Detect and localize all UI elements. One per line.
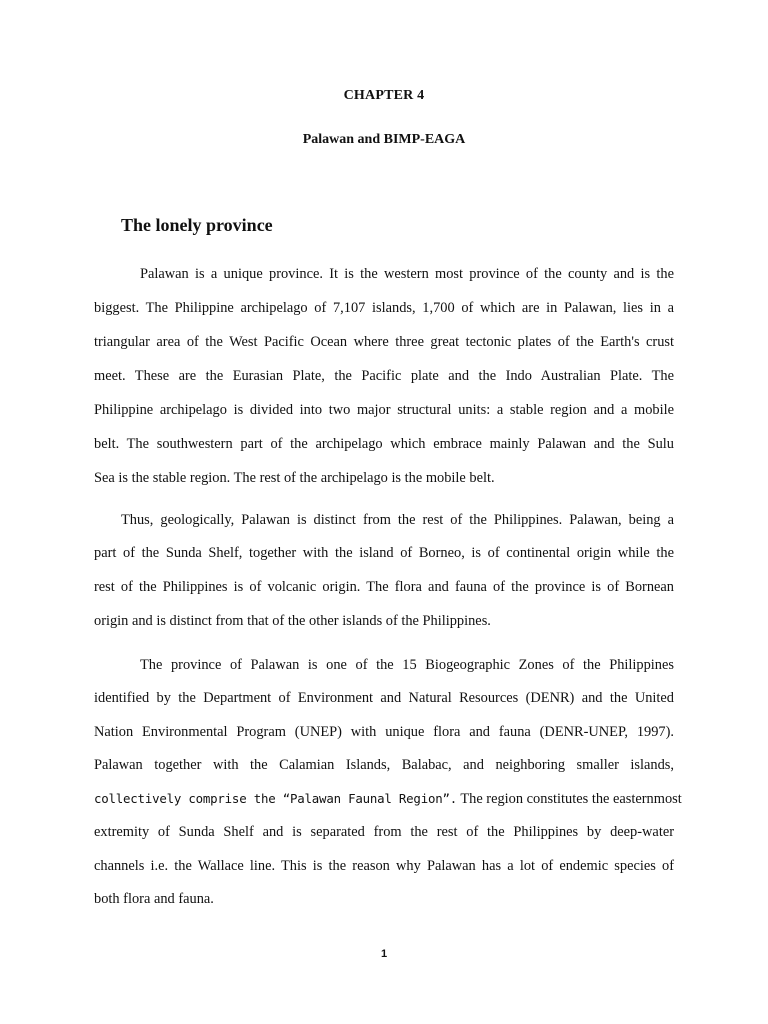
paragraph-2-line: rest of the Philippines is of volcanic origin. The flora and fauna of the province is of Bornean	[94, 579, 674, 595]
chapter-title: CHAPTER 4	[343, 88, 425, 103]
paragraph-1-line: Philippine archipelago is divided into two major structural units: a stable region and a mobile	[94, 402, 674, 418]
paragraph-3-line: extremity of Sunda Shelf and is separated from the rest of the Philippines by deep-water	[94, 824, 674, 840]
paragraph-3-line: identified by the Department of Environment and Natural Resources (DENR) and the United	[94, 690, 674, 706]
paragraph-3-line: both flora and fauna.	[94, 891, 214, 907]
chapter-subtitle: Palawan and BIMP-EAGA	[302, 132, 466, 147]
paragraph-1-line: triangular area of the West Pacific Ocean where three great tectonic plates of the Earth's crust	[94, 334, 674, 350]
paragraph-3-line: Nation Environmental Program (UNEP) with unique flora and fauna (DENR-UNEP, 1997).	[94, 724, 674, 740]
palawan-faunal-region-phrase: collectively comprise the “Palawan Faunal Region”.	[94, 791, 457, 806]
paragraph-1-line: Sea is the stable region. The rest of the archipelago is the mobile belt.	[94, 470, 495, 486]
paragraph-3-line	[94, 790, 682, 808]
paragraph-3-line: channels i.e. the Wallace line. This is the reason why Palawan has a lot of endemic species of	[94, 858, 674, 874]
paragraph-1-line: meet. These are the Eurasian Plate, the Pacific plate and the Indo Australian Plate. The	[94, 368, 674, 384]
paragraph-3-line: The province of Palawan is one of the 15 Biogeographic Zones of the Philippines	[140, 657, 674, 673]
paragraph-1-line: biggest. The Philippine archipelago of 7,107 islands, 1,700 of which are in Palawan, lies in a	[94, 300, 674, 316]
section-heading: The lonely province	[121, 215, 273, 235]
paragraph-1-line: Palawan is a unique province. It is the western most province of the county and is the	[140, 266, 674, 282]
paragraph-2-line: Thus, geologically, Palawan is distinct from the rest of the Philippines. Palawan, being a	[121, 512, 674, 528]
paragraph-2-line: origin and is distinct from that of the other islands of the Philippines.	[94, 613, 491, 629]
paragraph-1-line: belt. The southwestern part of the archipelago which embrace mainly Palawan and the Sulu	[94, 436, 674, 452]
paragraph-3-line: Palawan together with the Calamian Islands, Balabac, and neighboring smaller islands,	[94, 757, 674, 773]
page-number: 1	[380, 948, 388, 960]
paragraph-2-line: part of the Sunda Shelf, together with the island of Borneo, is of continental origin while the	[94, 545, 674, 561]
paragraph-3-line-continuation: The region constitutes the easternmost	[457, 791, 682, 807]
